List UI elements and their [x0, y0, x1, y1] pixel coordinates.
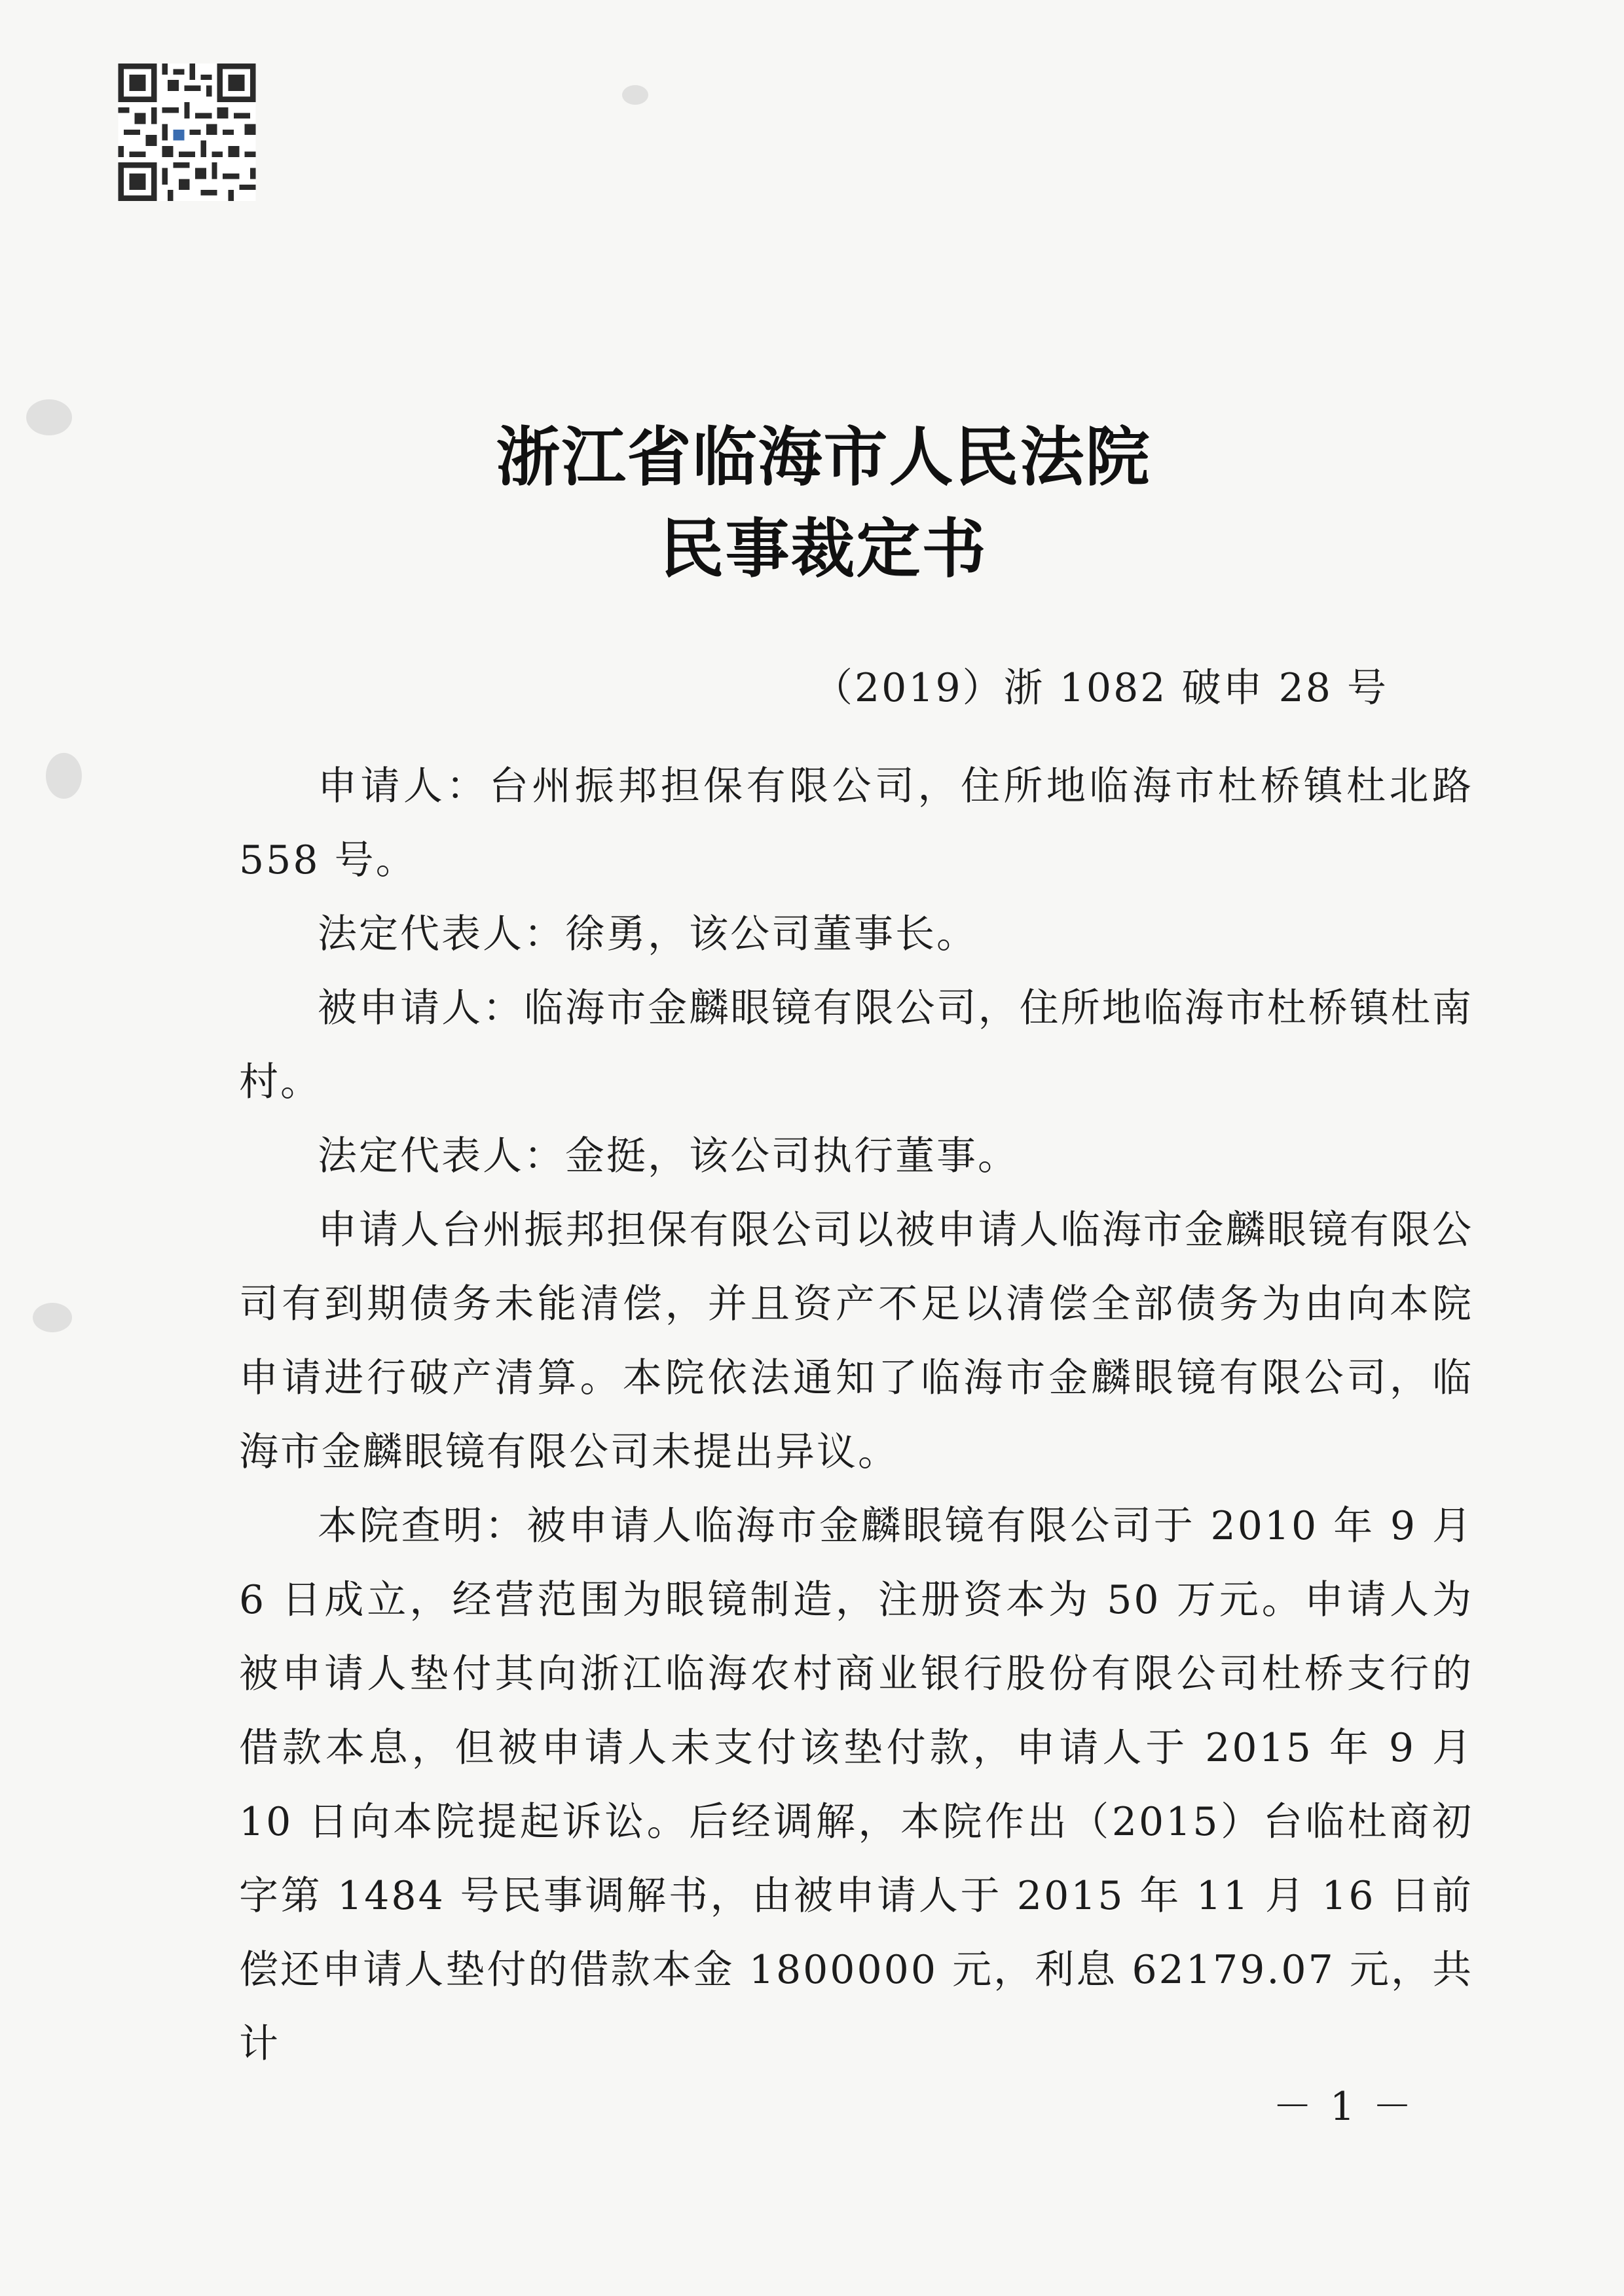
scan-smudge — [622, 85, 648, 105]
findings-paragraph: 本院查明：被申请人临海市金麟眼镜有限公司于 2010 年 9 月 6 日成立，经营范围为眼镜制造，注册资本为 50 万元。申请人为被申请人垫付其向浙江临海农村商业银行股份有限公司杜桥支行的借款本息，但被申请人未支付该垫付款，申请人于 2015 年 9 月 10 日向本院提起诉讼。后经调解，本院作出（2015）台临杜商初字第 1484 号民事调解书，由被申请人于 2015 年 11 月 16 日前偿还申请人垫付的借款本金 1800000 元，利息 62179.07 元，共计 — [239, 1503, 1473, 2067]
application-paragraph: 申请人台州振邦担保有限公司以被申请人临海市金麟眼镜有限公司有到期债务未能清偿，并且资产不足以清偿全部债务为由向本院申请进行破产清算。本院依法通知了临海市金麟眼镜有限公司，临海市金麟眼镜有限公司未提出异议。 — [239, 1207, 1473, 1475]
scan-smudge — [46, 753, 82, 799]
respondent-paragraph: 被申请人：临海市金麟眼镜有限公司，住所地临海市杜桥镇杜南村。 — [239, 985, 1473, 1105]
page-number: － 1 － — [1272, 2084, 1414, 2130]
case-number: （2019）浙 1082 破申 28 号 — [813, 665, 1388, 711]
applicant-representative-paragraph: 法定代表人：徐勇，该公司董事长。 — [318, 911, 978, 957]
respondent-representative-paragraph: 法定代表人：金挺，该公司执行董事。 — [318, 1133, 1019, 1179]
document-body — [239, 750, 1473, 2081]
scan-smudge — [33, 1303, 72, 1332]
applicant-paragraph: 申请人：台州振邦担保有限公司，住所地临海市杜桥镇杜北路 558 号。 — [239, 763, 1473, 883]
court-name-title: 浙江省临海市人民法院 — [496, 420, 1151, 495]
qr-code-icon — [117, 64, 257, 201]
document-type-title: 民事裁定书 — [659, 511, 987, 587]
